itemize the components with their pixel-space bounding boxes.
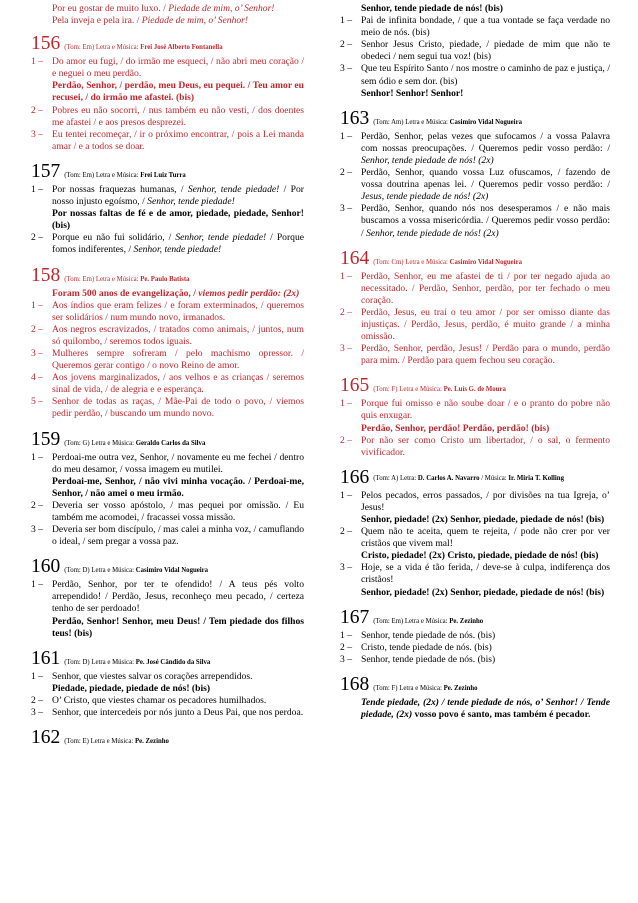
- song-number: 168: [340, 673, 370, 695]
- verse: 2 – Pobres eu não socorri, / nus também eu não vesti, / dos doentes me afastei / e aos presos desprezei.: [31, 104, 304, 128]
- song-credits: (Tom: D) Letra e Música: Pe. José Cândido da Silva: [64, 658, 211, 666]
- song-159: [31, 429, 304, 549]
- song-number: 161: [31, 647, 61, 669]
- verse: 3 – Que teu Espírito Santo / nos mostre o caminho de paz e justiça, / sem ódio e sem dor. (bis): [340, 63, 610, 87]
- song-160: [31, 556, 304, 639]
- verse: 3 – Senhor, que intercedeis por nós junto a Deus Pai, que nos perdoa.: [31, 707, 304, 719]
- song-credits: (Tom: Em) Letra e Música: Frei José Alberto Fontanella: [64, 44, 223, 52]
- song-credits: (Tom: D) Letra e Música: Casimiro Vidal Nogueira: [64, 567, 209, 575]
- song-158: [31, 265, 304, 421]
- refrain: Senhor, piedade! (2x) Senhor, piedade, piedade de nós! (bis): [361, 514, 605, 525]
- right-column: [340, 3, 610, 729]
- song-credits: (Tom: G) Letra e Música: Geraldo Carlos da Silva: [64, 439, 206, 447]
- song-header: [340, 674, 610, 696]
- song-number: 166: [340, 466, 370, 488]
- song-162: [340, 3, 610, 100]
- song-162-header: [31, 727, 304, 749]
- verse: 1 – Por nossas fraquezas humanas, / Senhor, tende piedade! / Por nosso injusto egoísmo, / Senhor, tende piedade!: [31, 183, 304, 208]
- verse: 2 – Aos negros escravizados, / tratados como animais, / juntos, num só quilombo, / seremos todos iguais.: [31, 323, 304, 347]
- verse: 3 – Eu tentei recomeçar, / ir o próximo encontrar, / pois a Lei manda amar / e a todos se doar.: [31, 128, 304, 152]
- song-header: [31, 429, 304, 451]
- verse: 2 – Por não ser como Cristo um libertador, / o sal, o fermento vivificador.: [340, 434, 610, 458]
- refrain: Perdoai-me, Senhor, / não vivi minha vocação. / Perdoai-me, Senhor, / não amei o meu irmão.: [52, 475, 304, 499]
- song-number: 156: [31, 33, 61, 55]
- song-credits: (Tom: Am) Letra e Música: Casimiro Vidal Nogueira: [373, 118, 522, 126]
- refrain: Por nossas faltas de fé e de amor, piedade, piedade, Senhor! (bis): [52, 208, 304, 232]
- verse-line: Pela inveja e pela ira. / Piedade de mim, o’ Senhor!: [52, 15, 249, 27]
- song-credits: (Tom: F) Letra e Música: Pe. Zezinho: [373, 684, 478, 692]
- song-header: [340, 375, 610, 397]
- verse: 1 – Senhor, que viestes salvar os corações arrependidos.: [31, 670, 253, 682]
- verse: 3 – Perdão, Senhor, perdão, Jesus! / Perdão para o mundo, perdão para mim. / Perdão para quem fechou seu coração.: [340, 343, 610, 367]
- verse: 3 – Deveria ser bom discípulo, / mas calei a minha voz, / camuflando o ideal, / sem pregar a vossa paz.: [31, 524, 304, 548]
- song-157: [31, 161, 304, 257]
- song-161: [31, 648, 304, 719]
- verse: 1 – Perdão, Senhor, eu me afastei de ti / por ter negado ajuda ao necessitado. / Perdão, Senhor, perdão, por ter fechado o meu coração.: [340, 270, 610, 306]
- song-credits: (Tom: E) Letra e Música: Pe. Zezinho: [64, 738, 169, 746]
- verse: 1 – Porque fui omisso e não soube doar / e o pranto do pobre não quis enxugar.: [340, 398, 610, 422]
- verse: 1 – Perdoai-me outra vez, Senhor, / novamente eu me fechei / dentro do meu desamor, / vossa imagem eu mutilei.: [31, 451, 304, 475]
- verse: 2 – Cristo, tende piedade de nós. (bis): [340, 641, 492, 653]
- song-155-continuation: [31, 3, 304, 27]
- verse-line: Por eu gostar de muito luxo. / Piedade de mim, o’ Senhor!: [52, 3, 275, 14]
- verse: 3 – Perdão, Senhor, quando nós nos desesperamos / e não mais buscamos a vossa misericórdia. / Queremos pedir vosso perdão: / Senhor, tende piedade de nós! (2x): [340, 203, 610, 239]
- refrain: Senhor! Senhor! Senhor!: [361, 87, 464, 99]
- verse: 5 – Senhor de todas as raças, / Mãe-Pai de todo o povo, / viemos pedir perdão, / buscando um mundo novo.: [31, 396, 304, 420]
- verse: 1 – Pai de infinita bondade, / que a tua vontade se faça verdade no meio de nós. (bis): [340, 15, 610, 39]
- song-167: [340, 607, 610, 666]
- verse: 2 – Perdão, Jesus, eu traí o teu amor / por ser omisso diante das injustiças. / Perdão, Jesus, perdão, é muito grande / a minha omissão.: [340, 306, 610, 343]
- song-credits: (Tom: A) Letra: D. Carlos A. Navarro / Música: Ir. Miria T. Kolling: [373, 474, 564, 482]
- song-header: [31, 33, 304, 55]
- song-header: [31, 556, 304, 578]
- refrain: Piedade, piedade, piedade de nós! (bis): [52, 682, 211, 694]
- song-credits: (Tom: Em) Letra e Música: Frei Luiz Turra: [64, 171, 186, 179]
- verse: 2 – Senhor Jesus Cristo, piedade, / piedade de mim que não te obedeci / nem segui tua voz! (bis): [340, 39, 610, 63]
- verse: 1 – Perdão, Senhor, por ter te ofendido! / A teus pés volto arrependido! / Perdão, Jesus, reconheço meu pecado, / certeza tenho de ser perdoado!: [31, 579, 304, 615]
- verse: 1 – Pelos pecados, erros passados, / por divisões na tua Igreja, o’ Jesus!: [340, 489, 610, 513]
- song-credits: (Tom: Cm) Letra e Música: Casimiro Vidal Nogueira: [373, 258, 522, 266]
- verse: 1 – Do amor eu fugi, / do irmão me esqueci, / não abri meu coração / e neguei o meu perdão.: [31, 56, 304, 80]
- refrain: Tende piedade, (2x) / tende piedade de nós, o’ Senhor! / Tende piedade, (2x) vosso povo é santo, mas também é pecador.: [361, 696, 610, 721]
- song-credits: (Tom: F) Letra e Música: Pe. Luís G. de Moura: [373, 386, 506, 394]
- refrain: Perdão, Senhor, perdão! Perdão, perdão! (bis): [361, 422, 550, 434]
- verse: 3 – Senhor, tende piedade de nós. (bis): [340, 653, 496, 665]
- song-number: 167: [340, 606, 370, 628]
- song-header: [31, 648, 304, 670]
- song-number: 164: [340, 247, 370, 269]
- refrain: Senhor, tende piedade de nós! (bis): [361, 3, 503, 14]
- song-header: [31, 727, 304, 749]
- song-header: [340, 607, 610, 629]
- song-166: [340, 467, 610, 599]
- song-credits: (Tom: Em) Letra e Música: Pe. Zezinho: [373, 617, 484, 625]
- song-header: [31, 265, 304, 287]
- song-number: 158: [31, 264, 61, 286]
- song-number: 159: [31, 428, 61, 450]
- verse: 1 – Perdão, Senhor, pelas vezes que sufocamos / a vossa Palavra com nossas preocupações. / Queremos pedir vosso perdão: / Senhor, tende piedade de nós! (2x): [340, 130, 610, 166]
- song-header: [31, 161, 304, 183]
- verse: 4 – Aos jovens marginalizados, / aos velhos e as crianças / seremos sinal de vida, / de alegria e e esperança.: [31, 372, 304, 396]
- song-header: [340, 248, 610, 270]
- song-165: [340, 375, 610, 458]
- song-168: [340, 674, 610, 721]
- song-number: 162: [31, 727, 61, 749]
- refrain: Perdão, Senhor, / perdão, meu Deus, eu pequei. / Teu amor eu recusei, / do irmão me afastei. (bis): [52, 80, 304, 104]
- song-163: [340, 108, 610, 240]
- verse: 2 – Quem não te aceita, quem te rejeita, / pode não crer por ver cristãos que vivem mal!: [340, 526, 610, 550]
- verse: 3 – Mulheres sempre sofreram / pelo machismo opressor. / Queremos gerar contigo / o novo Reino de amor.: [31, 347, 304, 372]
- song-156: [31, 33, 304, 153]
- song-header: [340, 108, 610, 130]
- refrain: Senhor, piedade! (2x) Senhor, piedade, piedade de nós! (bis): [361, 586, 605, 598]
- song-header: [340, 467, 610, 489]
- verse: 2 – Perdão, Senhor, quando vossa Luz ofuscamos, / fazendo de vossa doutrina apenas lei. / Queremos pedir vosso perdão: / Jesus, tende piedade de nós! (2x): [340, 167, 610, 203]
- left-column: [31, 3, 304, 757]
- verse: 1 – Aos índios que eram felizes / e foram exterminados, / queremos ser solidários / num mundo novo, irmanados.: [31, 299, 304, 323]
- verse: 3 – Hoje, se a vida é tão ferida, / deve-se à culpa, indiferença dos cristãos!: [340, 562, 610, 586]
- verse: 2 – Porque eu não fui solidário, / Senhor, tende piedade! / Porque fomos indiferentes, / Senhor, tende piedade!: [31, 232, 304, 256]
- song-number: 157: [31, 160, 61, 182]
- refrain: Perdão, Senhor! Senhor, meu Deus! / Tem piedade dos filhos teus! (bis): [52, 615, 304, 639]
- verse: 2 – Deveria ser vosso apóstolo, / mas pequei por omissão. / Eu também me acomodei, / fracassei vossa missão.: [31, 499, 304, 523]
- song-164: [340, 248, 610, 368]
- song-number: 160: [31, 556, 61, 578]
- song-credits: (Tom: Em) Letra e Música: Pe. Paulo Batista: [64, 275, 190, 283]
- refrain: Foram 500 anos de evangelização, / viemos pedir perdão: (2x): [52, 287, 300, 299]
- song-number: 165: [340, 375, 370, 397]
- refrain: Cristo, piedade! (2x) Cristo, piedade, piedade de nós! (bis): [361, 550, 599, 562]
- song-number: 163: [340, 107, 370, 129]
- verse: 2 – O’ Cristo, que viestes chamar os pecadores humilhados.: [31, 694, 267, 706]
- verse: 1 – Senhor, tende piedade de nós. (bis): [340, 629, 496, 641]
